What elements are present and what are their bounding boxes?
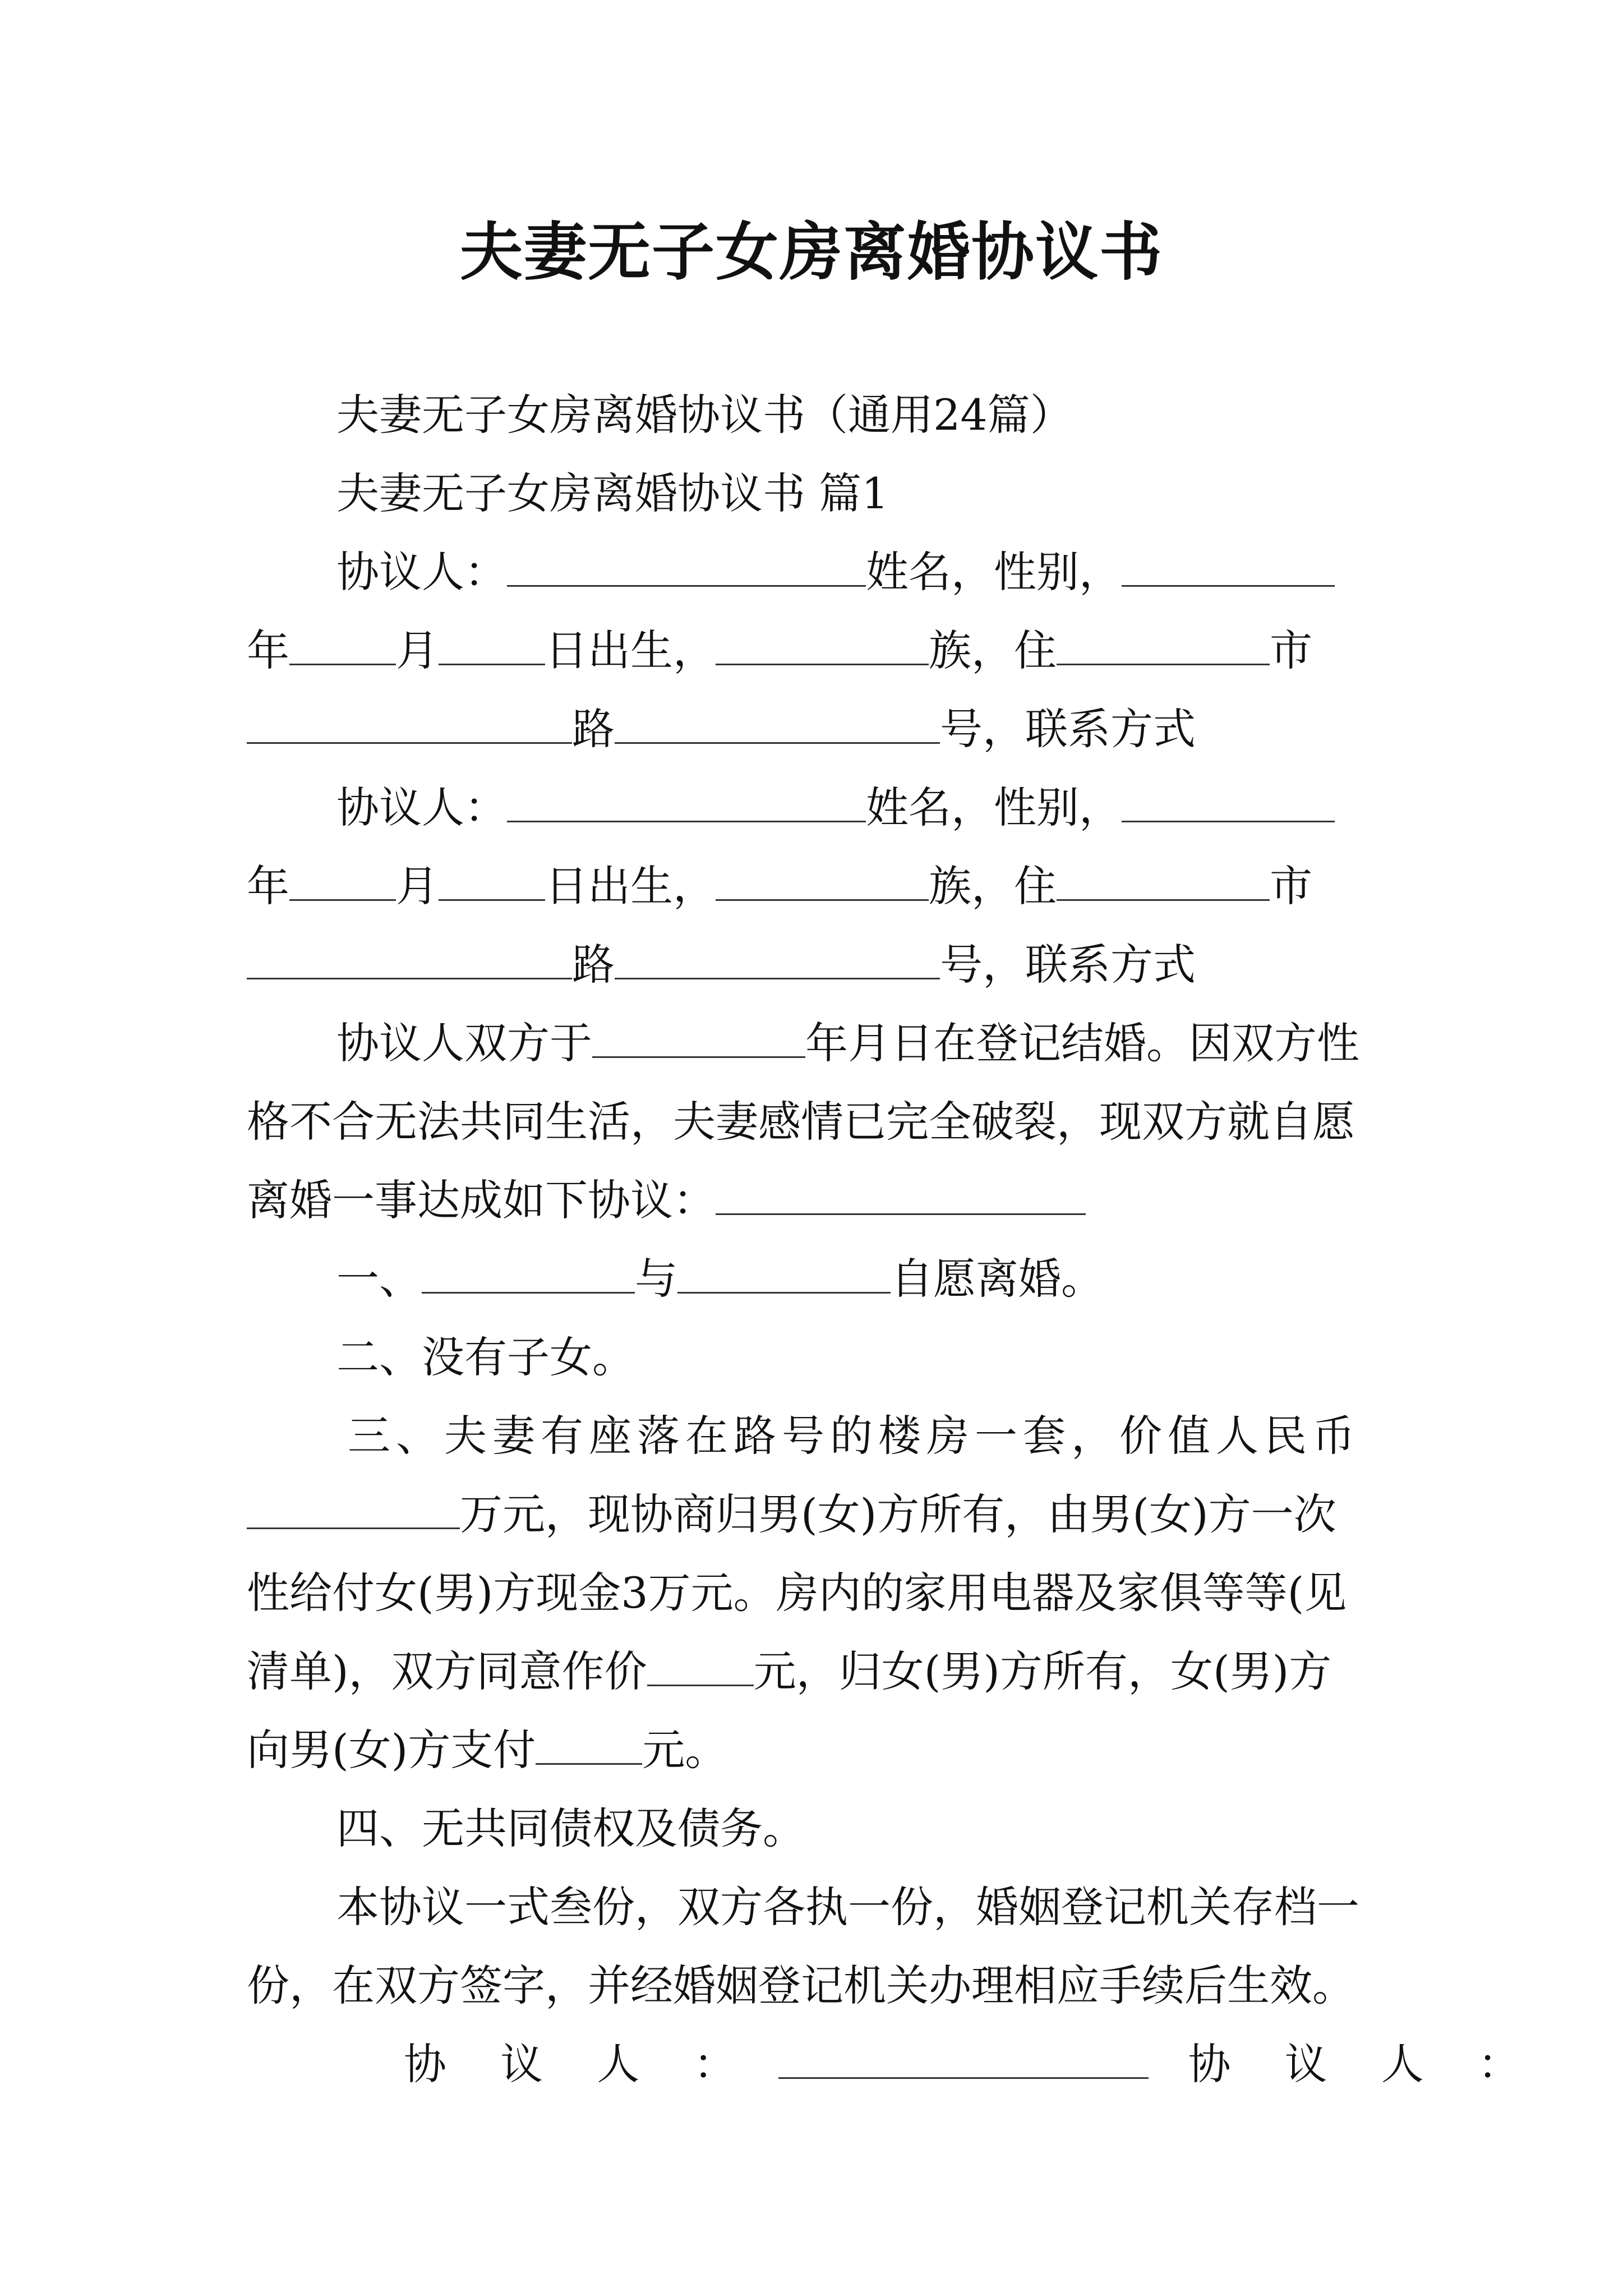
text-span: 市 xyxy=(1270,625,1312,675)
text-span: 自愿离婚。 xyxy=(891,1254,1104,1304)
paragraph-line xyxy=(0,1094,1623,1150)
signature-blank[interactable] xyxy=(778,2042,1149,2079)
text-span: 姓名，性别， xyxy=(866,547,1122,597)
clause-one xyxy=(0,1251,1623,1307)
paragraph-line xyxy=(0,1172,1623,1228)
closing-line xyxy=(0,1958,1623,2014)
text-span: 与 xyxy=(635,1254,677,1304)
clause-four xyxy=(0,1801,1623,1857)
document-title: 夫妻无子女房离婚协议书 xyxy=(460,215,1163,289)
clause-three-line xyxy=(0,1644,1623,1700)
text-span: 协议人： xyxy=(336,783,507,832)
signature-label: 协 议 人 ： xyxy=(1188,2039,1541,2089)
address-line xyxy=(0,701,1623,757)
text-span: 年月日在登记结婚。因双方性 xyxy=(805,1018,1359,1068)
subtitle-line xyxy=(0,387,1623,443)
blank-field[interactable] xyxy=(247,1493,460,1529)
text-span: 协议人双方于 xyxy=(336,1018,592,1068)
text-span: 万元，现协商归男(女)方所有，由男(女)方一次 xyxy=(460,1489,1336,1539)
blank-field[interactable] xyxy=(592,1022,805,1058)
text-span: 日出生， xyxy=(545,861,716,911)
text-span: 一、 xyxy=(336,1254,422,1304)
blank-field[interactable] xyxy=(247,943,572,979)
clause-three xyxy=(0,1408,1623,1464)
text-span: 市 xyxy=(1270,861,1312,911)
text-span: 三、夫妻有座落在路号的楼房一套，价值人民币 xyxy=(348,1411,1361,1461)
clause-three-line xyxy=(0,1722,1623,1778)
text-span: 元，归女(男)方所有，女(男)方 xyxy=(753,1646,1332,1696)
party-line xyxy=(0,544,1623,600)
text-span: 年 xyxy=(247,625,289,675)
blank-field[interactable] xyxy=(677,1257,891,1294)
blank-field[interactable] xyxy=(289,864,396,901)
paragraph-line xyxy=(0,1015,1623,1071)
blank-field[interactable] xyxy=(439,864,545,901)
blank-field[interactable] xyxy=(1122,786,1335,822)
blank-field[interactable] xyxy=(716,1179,1086,1215)
text-span: 姓名，性别， xyxy=(866,783,1122,832)
text-span: 年 xyxy=(247,861,289,911)
text-span: 日出生， xyxy=(545,625,716,675)
text-span: 族，住 xyxy=(929,861,1057,911)
signature-line xyxy=(0,2036,1623,2092)
clause-two xyxy=(0,1329,1623,1386)
text-span: 夫妻无子女房离婚协议书（通用24篇） xyxy=(336,390,1073,440)
blank-field[interactable] xyxy=(1122,550,1335,587)
text-span: 族，住 xyxy=(929,625,1057,675)
text-span: 路 xyxy=(572,704,615,754)
blank-field[interactable] xyxy=(439,629,545,665)
text-span: 月 xyxy=(396,625,439,675)
blank-field[interactable] xyxy=(507,786,866,822)
clause-three-line xyxy=(0,1565,1623,1621)
signature-label: 协 议 人 ： xyxy=(404,2039,757,2089)
text-span: 性给付女(男)方现金3万元。房内的家用电器及家俱等等(见 xyxy=(247,1568,1347,1618)
blank-field[interactable] xyxy=(647,1650,754,1686)
text-span: 二、没有子女。 xyxy=(336,1332,635,1382)
text-span: 离婚一事达成如下协议： xyxy=(247,1175,716,1225)
address-line xyxy=(0,937,1623,993)
text-span: 四、无共同债权及债务。 xyxy=(336,1803,805,1853)
blank-field[interactable] xyxy=(1057,629,1270,665)
blank-field[interactable] xyxy=(289,629,396,665)
blank-field[interactable] xyxy=(615,943,940,979)
text-span: 格不合无法共同生活，夫妻感情已完全破裂，现双方就自愿 xyxy=(247,1097,1355,1147)
text-span: 路 xyxy=(572,940,615,990)
blank-field[interactable] xyxy=(615,707,940,744)
text-span: 夫妻无子女房离婚协议书 篇1 xyxy=(336,468,889,518)
text-span: 清单)，双方同意作价 xyxy=(247,1646,647,1696)
blank-field[interactable] xyxy=(247,707,572,744)
closing-line xyxy=(0,1879,1623,1935)
birth-line xyxy=(0,858,1623,914)
text-span: 本协议一式叁份，双方各执一份，婚姻登记机关存档一 xyxy=(336,1882,1359,1932)
blank-field[interactable] xyxy=(536,1728,642,1765)
text-span: 号，联系方式 xyxy=(940,940,1196,990)
text-span: 份，在双方签字，并经婚姻登记机关办理相应手续后生效。 xyxy=(247,1961,1355,2010)
section-heading xyxy=(0,466,1623,522)
blank-field[interactable] xyxy=(507,550,866,587)
blank-field[interactable] xyxy=(1057,864,1270,901)
clause-three-line xyxy=(0,1487,1623,1543)
blank-field[interactable] xyxy=(422,1257,635,1294)
text-span: 号，联系方式 xyxy=(940,704,1196,754)
blank-field[interactable] xyxy=(716,864,929,901)
text-span: 向男(女)方支付 xyxy=(247,1725,536,1775)
text-span: 元。 xyxy=(642,1725,728,1775)
blank-field[interactable] xyxy=(716,629,929,665)
text-span: 协议人： xyxy=(336,547,507,597)
party-line xyxy=(0,780,1623,836)
text-span: 月 xyxy=(396,861,439,911)
birth-line xyxy=(0,623,1623,679)
